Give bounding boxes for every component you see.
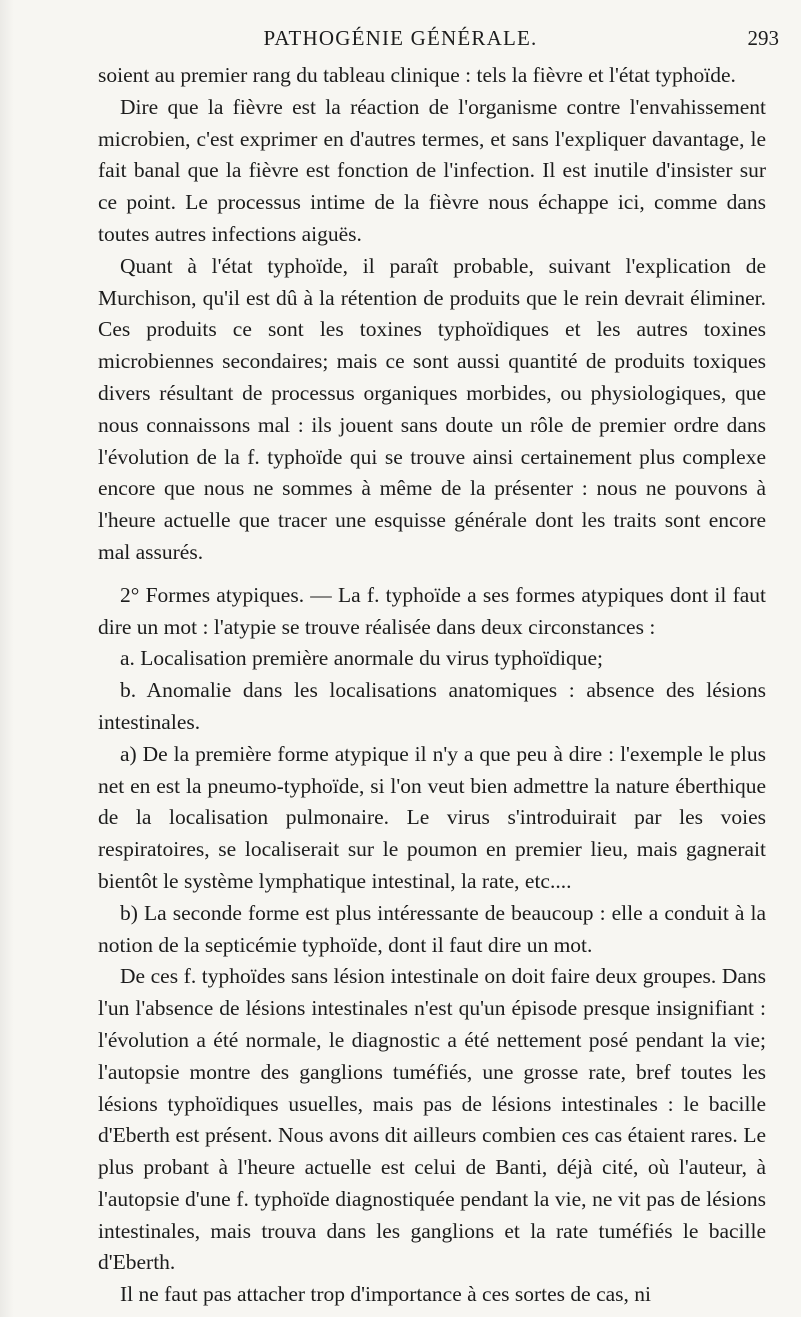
page-shadow — [0, 0, 14, 1317]
paragraph: 2° Formes atypiques. — La f. typhoïde a ses formes atypiques dont il faut dire un mot : l'atypie se trouve réalisée dans deux circonstances : — [98, 582, 766, 639]
list-item: b. Anomalie dans les localisations anatomiques : absence des lésions intestinales. — [98, 678, 766, 734]
list-item: a. Localisation première anormale du virus typhoïdique; — [120, 646, 604, 671]
paragraph: Il ne faut pas attacher trop d'importance à ces sortes de cas, ni — [120, 1282, 652, 1307]
paragraph: a) De la première forme atypique il n'y a que peu à dire : l'exemple le plus net en est la pneumo-typhoïde, si l'on veut bien admettre la nature éberthique de la localisation pulmonaire. Le virus s'introduirait par les voies respiratoires, se localiserait sur le poumon en premier lieu, mais gagnerait bientôt le système lymphatique intestinal, la rate, etc.... — [98, 741, 766, 893]
paragraph: Dire que la fièvre est la réaction de l'organisme contre l'envahissement microbien, c'est exprimer en d'autres termes, et sans l'expliquer davantage, le fait banal que la fièvre est fonction de l'infection. Il est inutile d'insister sur ce point. Le processus intime de la fièvre nous échappe ici, comme dans toutes autres infections aiguës. — [98, 94, 766, 246]
paragraph: soient au premier rang du tableau clinique : tels la fièvre et l'état typhoïde. — [98, 63, 736, 87]
page-number: 293 — [747, 26, 779, 50]
paragraph: De ces f. typhoïdes sans lésion intestinale on doit faire deux groupes. Dans l'un l'absence de lésions intestinales n'est qu'un épisode presque insignifiant : l'évolution a été normale, le diagnostic a été nettement posé pendant la vie; l'autopsie montre des ganglions tuméfiés, une grosse rate, bref toutes les lésions typhoïdiques usuelles, mais pas de lésions intestinales : le bacille d'Eberth est présent. Nous avons dit ailleurs combien ces cas étaient rares. Le plus probant à l'heure actuelle est celui de Banti, déjà cité, où l'auteur, à l'autopsie d'une f. typhoïde diagnostiquée pendant la vie, ne vit pas de lésions intestinales, mais trouva dans les ganglions et la rate tuméfiés le bacille d'Eberth. — [98, 964, 766, 1275]
paragraph: Quant à l'état typhoïde, il paraît probable, suivant l'explication de Murchison, qu'il est dû à la rétention de produits que le rein devrait éliminer. Ces produits ce sont les toxines typhoïdiques et les autres toxines microbiennes secondaires; mais ce sont aussi quantité de produits toxiques divers résultant de processus organiques morbides, ou physiologiques, que nous connaissons mal : ils jouent sans doute un rôle de premier ordre dans l'évolution de la f. typhoïde qui se trouve ainsi certainement plus complexe encore que nous ne sommes à même de la présenter : nous ne pouvons à l'heure actuelle que tracer une esquisse générale dont les traits sont encore mal assurés. — [98, 253, 766, 564]
paragraph: b) La seconde forme est plus intéressante de beaucoup : elle a conduit à la notion de la septicémie typhoïde, dont il faut dire un mot. — [98, 900, 766, 957]
page-header — [0, 26, 801, 60]
running-title: PATHOGÉNIE GÉNÉRALE. — [263, 26, 538, 50]
body-text — [98, 60, 766, 1311]
